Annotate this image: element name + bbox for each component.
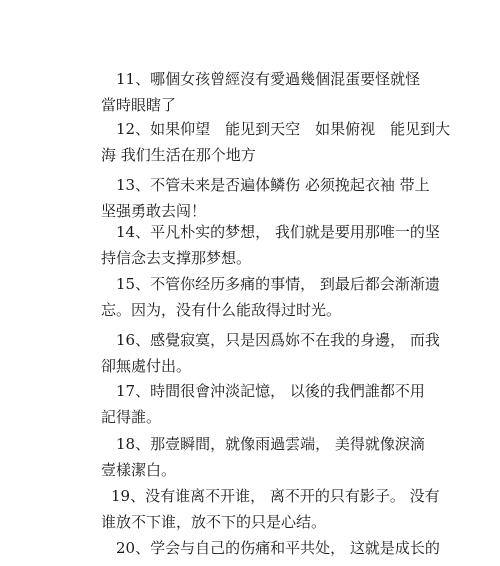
quote-line: 當時眼瞎了 — [101, 96, 177, 114]
quote-line: 15、不管你经历多痛的事情， 到最后都会渐渐遗 — [116, 275, 440, 293]
quote-line: 忘。因为，没有什么能敌得过时光。 — [101, 301, 342, 319]
quote-line: 20、学会与自己的伤痛和平共处， 这就是成长的 — [116, 539, 440, 557]
quote-line: 14、平凡朴实的梦想， 我们就是要用那唯一的坚 — [116, 223, 440, 241]
quote-line: 13、不管未来是否遍体鳞伤 必须挽起衣袖 带上 — [116, 176, 430, 194]
quote-line: 12、如果仰望 能见到天空 如果俯视 能见到大 — [116, 120, 451, 138]
quote-line: 16、感覺寂寞，只是因爲妳不在我的身邊， 而我 — [116, 331, 440, 349]
quote-line: 記得誰。 — [101, 408, 162, 426]
quote-line: 17、時間很會沖淡記憶， 以後的我們誰都不用 — [116, 382, 425, 400]
quote-line: 卻無處付出。 — [101, 357, 192, 375]
quote-line: 谁放不下谁，放不下的只是心结。 — [101, 513, 327, 531]
quote-line: 海 我们生活在那个地方 — [101, 146, 256, 164]
quote-line: 11、哪個女孩曾經沒有愛過幾個混蛋要怪就怪 — [116, 70, 421, 88]
quote-line: 壹樣潔白。 — [101, 461, 177, 479]
quote-line: 持信念去支撑那梦想。 — [101, 249, 252, 267]
quote-line: 坚强勇敢去闯！ — [101, 202, 207, 220]
quote-line: 18、那壹瞬間，就像雨過雲端， 美得就像淚滴 — [116, 435, 425, 453]
quote-line: 19、没有谁离不开谁， 离不开的只有影子。 没有 — [111, 487, 440, 505]
